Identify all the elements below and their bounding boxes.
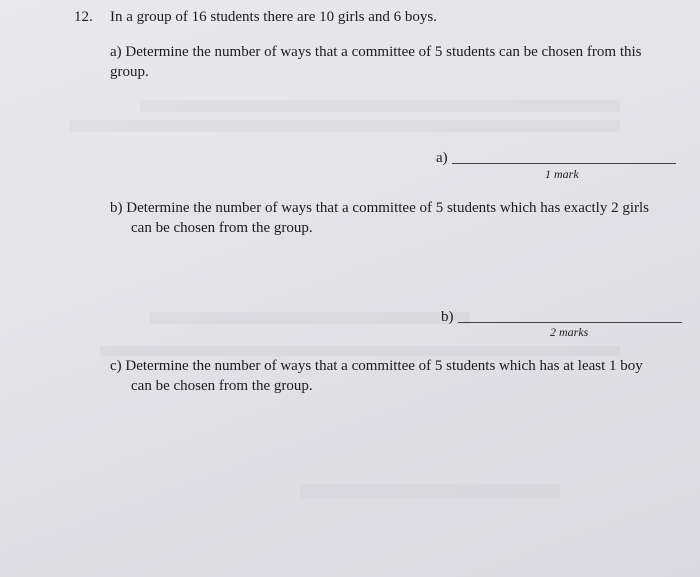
part-a-line-1: a) Determine the number of ways that a committee of 5 students can be chosen from this: [110, 44, 642, 60]
part-a-answer-line[interactable]: [452, 163, 676, 164]
bleed-through-5: [300, 484, 560, 498]
part-c-line-2: can be chosen from the group.: [131, 378, 313, 394]
part-b-answer-line[interactable]: [458, 322, 682, 323]
part-b-prompt: [110, 198, 690, 238]
bleed-through-3: [150, 312, 470, 324]
part-b-line-1: b) Determine the number of ways that a committee of 5 students which has exactly 2 girls: [110, 200, 650, 216]
part-b-marks: 2 marks: [550, 325, 589, 339]
bleed-through-2: [70, 120, 620, 132]
part-b-line-2: can be chosen from the group.: [131, 220, 313, 236]
bleed-through-4: [100, 346, 620, 356]
part-a-line-2: group.: [110, 64, 149, 80]
part-a-prompt: [110, 42, 680, 82]
part-a-answer-label: a): [436, 150, 448, 166]
part-b-answer-label: b): [441, 309, 454, 325]
part-a-marks: 1 mark: [545, 167, 579, 181]
bleed-through-1: [140, 100, 620, 112]
part-c-prompt: [110, 356, 690, 396]
part-c-line-1: c) Determine the number of ways that a committee of 5 students which has at least 1 boy: [110, 358, 643, 374]
question-stem: In a group of 16 students there are 10 girls and 6 boys.: [110, 9, 438, 25]
question-number: 12.: [74, 9, 93, 25]
